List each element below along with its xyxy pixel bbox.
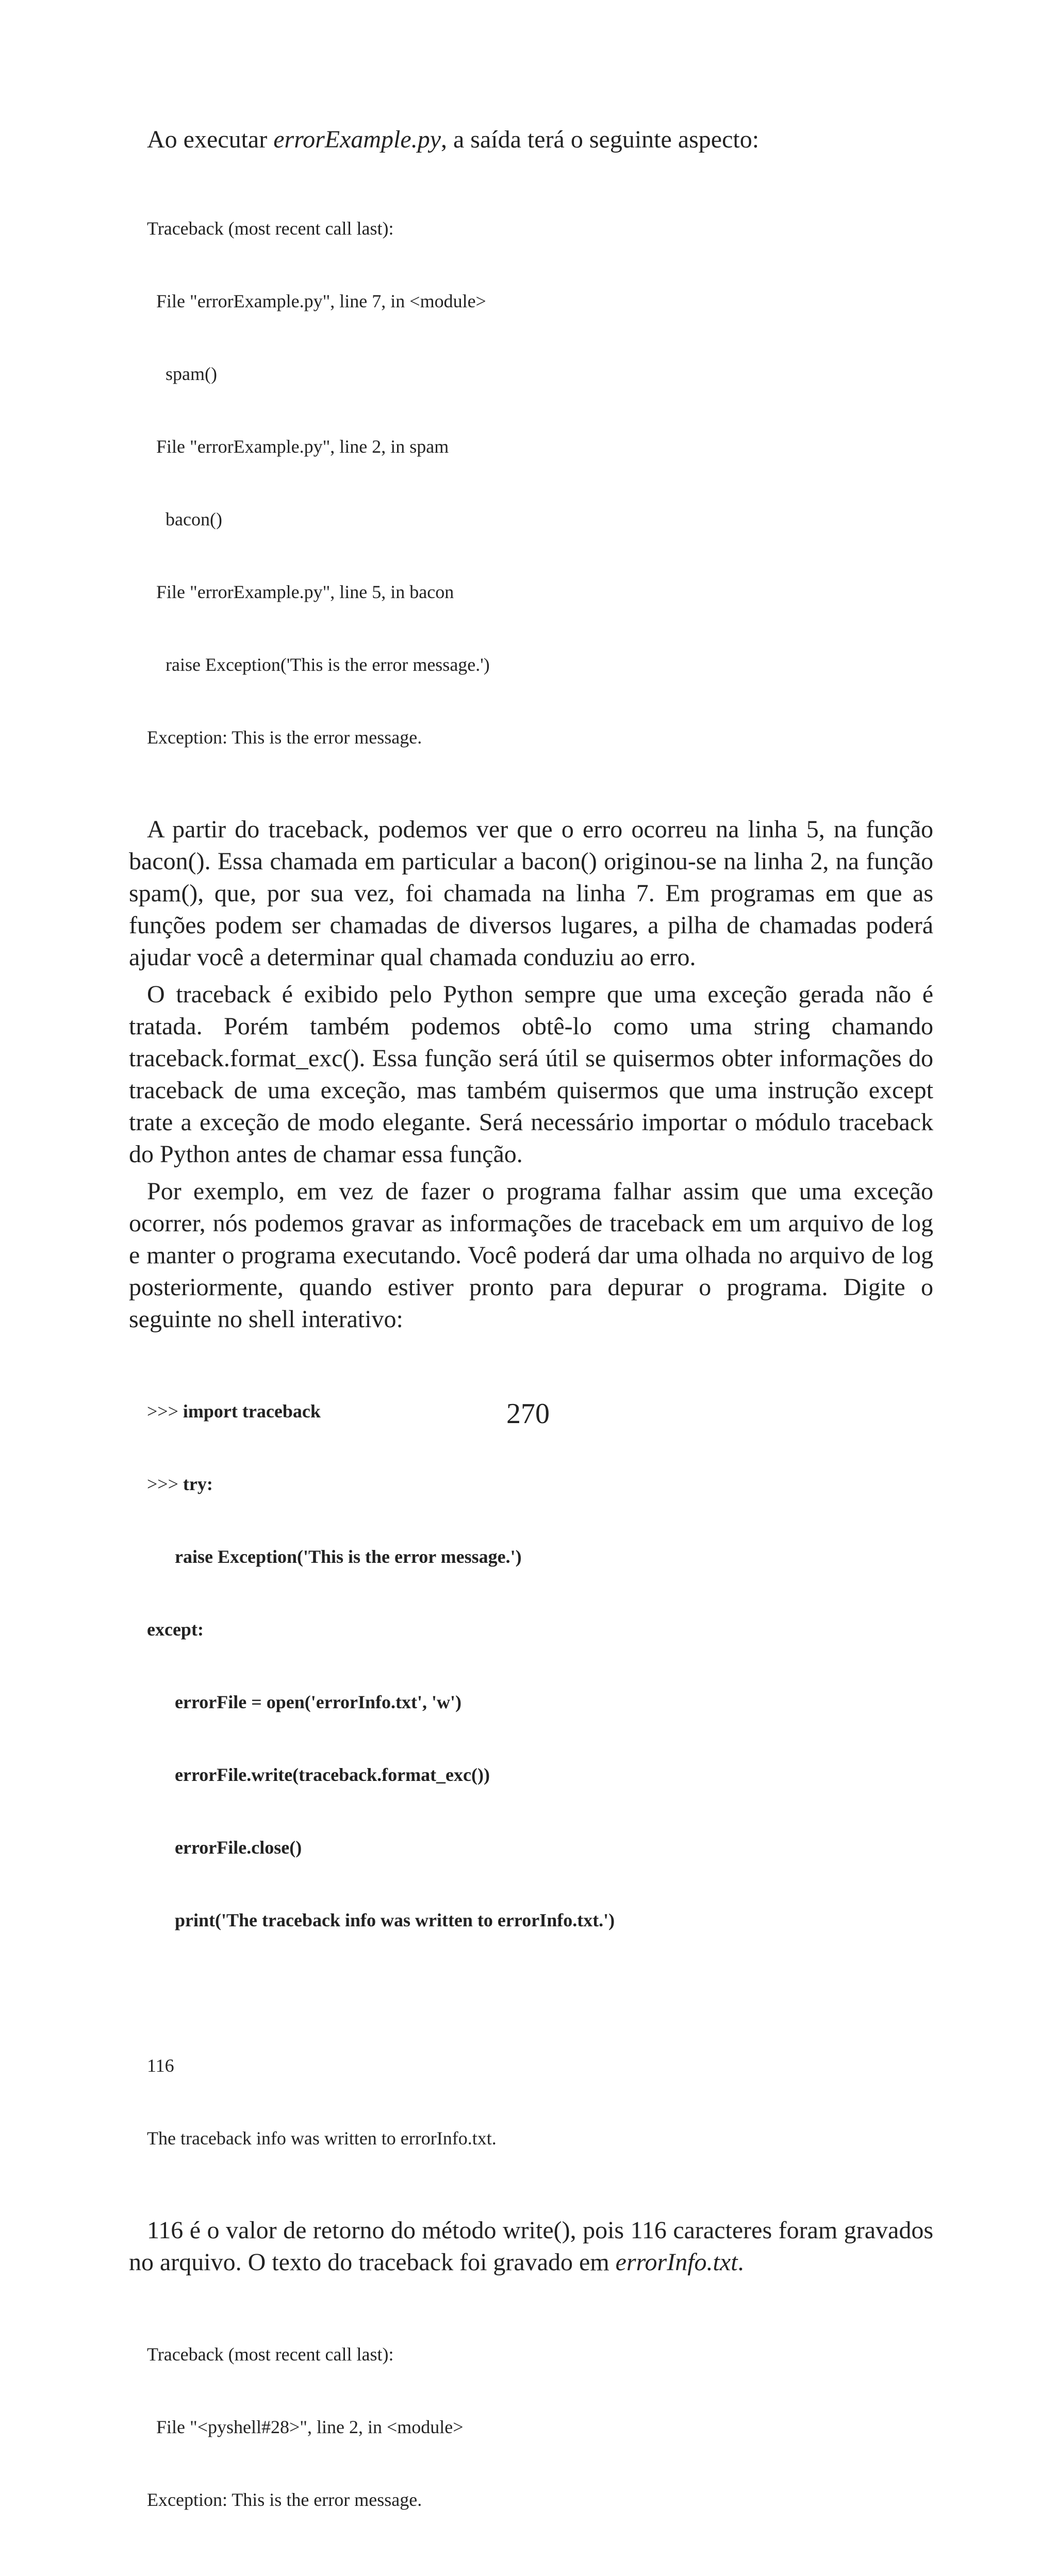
para4-filename: errorInfo.txt (615, 2249, 738, 2276)
intro-paragraph (129, 124, 933, 156)
code-line: except: (147, 1619, 204, 1640)
code-line: spam() (147, 364, 217, 384)
paragraph-write-return (129, 2215, 933, 2278)
paragraph-format-exc: O traceback é exibido pelo Python sempre que uma exceção gerada não é tratada. Porém também podemos obtê-lo como uma string chamando traceback.format_exc(). Essa função será útil se quisermos obter informações do traceback de uma exceção, mas também quisermos que uma instrução except trate a exceção de modo elegante. Será necessário importar o módulo traceback do Python antes de chamar essa função. (129, 981, 933, 1168)
intro-text-after: , a saída terá o seguinte aspecto: (441, 126, 760, 153)
code-line: >>> import traceback (147, 1401, 321, 1422)
code-line: print('The traceback info was written to errorInfo.txt.') (147, 1910, 615, 1930)
code-line: errorFile = open('errorInfo.txt', 'w') (147, 1692, 462, 1712)
code-line: File "<pyshell#28>", line 2, in <module> (147, 2417, 464, 2437)
code-line: Exception: This is the error message. (147, 2489, 422, 2510)
code-line: File "errorExample.py", line 5, in bacon (147, 582, 454, 602)
intro-text-before: Ao executar (147, 126, 274, 153)
code-line: File "errorExample.py", line 7, in <module> (147, 291, 486, 311)
page-number: 270 (506, 1398, 550, 1430)
paragraph-traceback-explanation: A partir do traceback, podemos ver que o erro ocorreu na linha 5, na função bacon(). Essa chamada em particular a bacon() originou-se na linha 2, na função spam(), que, por sua vez, foi chamada na linha 7. Em programas em que as funções podem ser chamadas de diversos lugares, a pilha de chamadas poderá ajudar você a determinar qual chamada conduziu ao erro. (129, 816, 933, 971)
code-line: >>> try: (147, 1474, 213, 1494)
para4-text-before: 116 é o valor de retorno do método write(), pois 116 caracteres foram gravados no arquivo. O texto do traceback foi gravado em (129, 2217, 933, 2276)
page-content (129, 124, 933, 2576)
code-line: raise Exception('This is the error message.') (147, 654, 490, 675)
code-line: raise Exception('This is the error message.') (147, 1546, 522, 1567)
intro-filename: errorExample.py (273, 126, 441, 153)
traceback-output-2 (147, 2294, 933, 2561)
code-line: Traceback (most recent call last): (147, 2344, 394, 2365)
code-line: Exception: This is the error message. (147, 727, 422, 748)
code-line: bacon() (147, 509, 222, 530)
para4-text-after: . (737, 2249, 744, 2276)
code-line: errorFile.write(traceback.format_exc()) (147, 1764, 490, 1785)
code-line: Traceback (most recent call last): (147, 218, 394, 239)
interactive-shell-code (147, 1351, 933, 2199)
code-line: File "errorExample.py", line 2, in spam (147, 436, 449, 457)
code-line: errorFile.close() (147, 1837, 302, 1858)
code-output-line: 116 (147, 2055, 174, 2076)
code-output-line: The traceback info was written to errorInfo.txt. (147, 2128, 497, 2149)
blank-line (147, 1981, 933, 2005)
paragraph-log-example: Por exemplo, em vez de fazer o programa falhar assim que uma exceção ocorrer, nós podemos gravar as informações de traceback em um arquivo de log e manter o programa executando. Você poderá dar uma olhada no arquivo de log posteriormente, quando estiver pronto para depurar o programa. Digite o seguinte no shell interativo: (129, 1178, 933, 1333)
traceback-output-1 (147, 168, 933, 798)
